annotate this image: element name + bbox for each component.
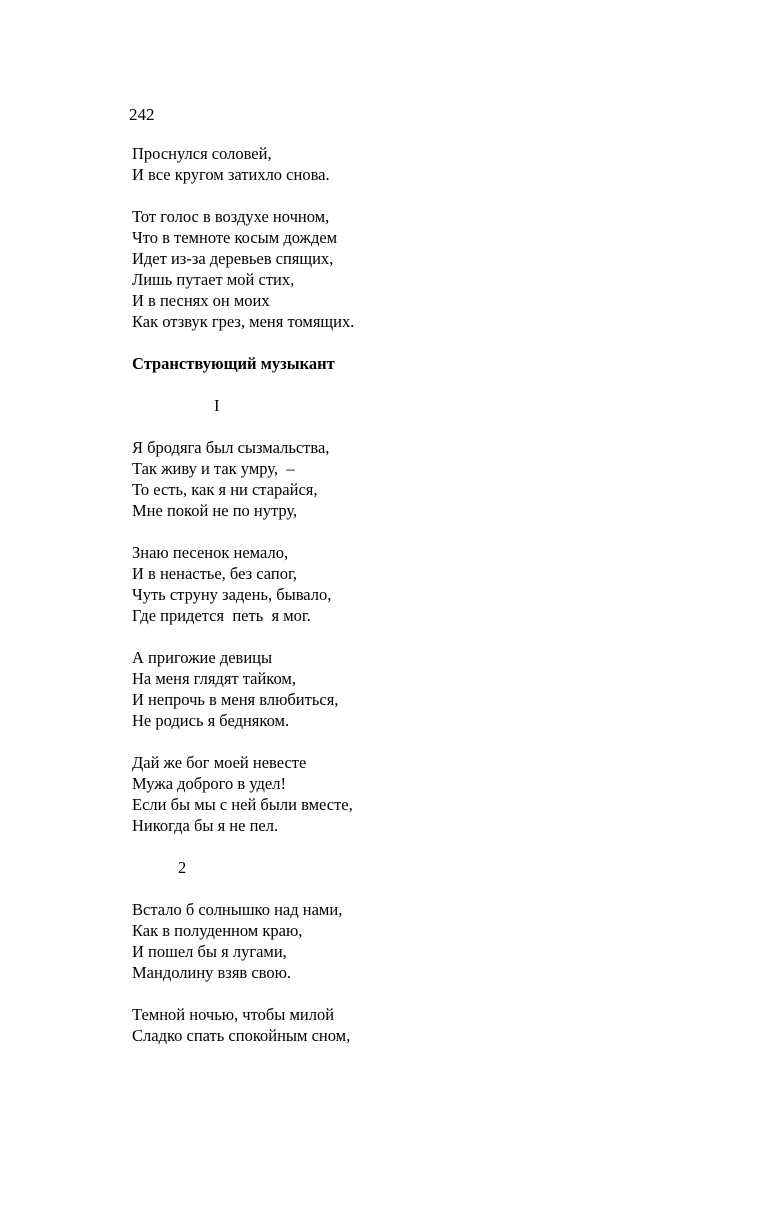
poem-line: Дай же бог моей невесте xyxy=(132,753,307,772)
poem-line: Проснулся соловей, xyxy=(132,144,272,163)
poem-line: И пошел бы я лугами, xyxy=(132,942,287,961)
poem-line: Мне покой не по нутру, xyxy=(132,501,298,520)
poem-line: Что в темноте косым дождем xyxy=(132,228,338,247)
poem-line: Как в полуденном краю, xyxy=(132,921,303,940)
part-number: I xyxy=(214,396,220,415)
stanza xyxy=(132,899,732,983)
poem-line: Если бы мы с ней были вместе, xyxy=(132,795,353,814)
poem-line: Не родись я бедняком. xyxy=(132,711,290,730)
poem-line: Лишь путает мой стих, xyxy=(132,270,295,289)
stanza xyxy=(132,542,732,626)
poem-line: Так живу и так умру, – xyxy=(132,459,295,478)
poem-line: Чуть струну задень, бывало, xyxy=(132,585,332,604)
poem-line: Темной ночью, чтобы милой xyxy=(132,1005,335,1024)
poem-line: Я бродяга был сызмальства, xyxy=(132,438,330,457)
stanza xyxy=(132,143,732,185)
poem-line: Встало б солнышко над нами, xyxy=(132,900,343,919)
poem-line: И все кругом затихло снова. xyxy=(132,165,330,184)
poem-line: Тот голос в воздухе ночном, xyxy=(132,207,330,226)
page-number: 242 xyxy=(129,105,155,124)
poem-line: Мандолину взяв свою. xyxy=(132,963,292,982)
stanza xyxy=(132,206,732,332)
poem-line: И непрочь в меня влюбиться, xyxy=(132,690,339,709)
poem-line: То есть, как я ни старайся, xyxy=(132,480,318,499)
stanza xyxy=(132,752,732,836)
poem-line: На меня глядят тайком, xyxy=(132,669,296,688)
poem-line: Мужа доброго в удел! xyxy=(132,774,286,793)
poem-line: Идет из-за деревьев спящих, xyxy=(132,249,334,268)
part-number: 2 xyxy=(178,858,187,877)
poem-line: Как отзвук грез, меня томящих. xyxy=(132,312,355,331)
poem-text xyxy=(132,143,732,1046)
poem-line: И в песнях он моих xyxy=(132,291,270,310)
poem-line: Знаю песенок немало, xyxy=(132,543,289,562)
poem-title: Странствующий музыкант xyxy=(132,354,335,373)
stanza xyxy=(132,437,732,521)
stanza xyxy=(132,647,732,731)
stanza xyxy=(132,1004,732,1046)
poem-line: Никогда бы я не пел. xyxy=(132,816,279,835)
poem-line: Где придется петь я мог. xyxy=(132,606,311,625)
poem-line: Сладко спать спокойным сном, xyxy=(132,1026,351,1045)
poem-line: А пригожие девицы xyxy=(132,648,273,667)
poem-line: И в ненастье, без сапог, xyxy=(132,564,297,583)
